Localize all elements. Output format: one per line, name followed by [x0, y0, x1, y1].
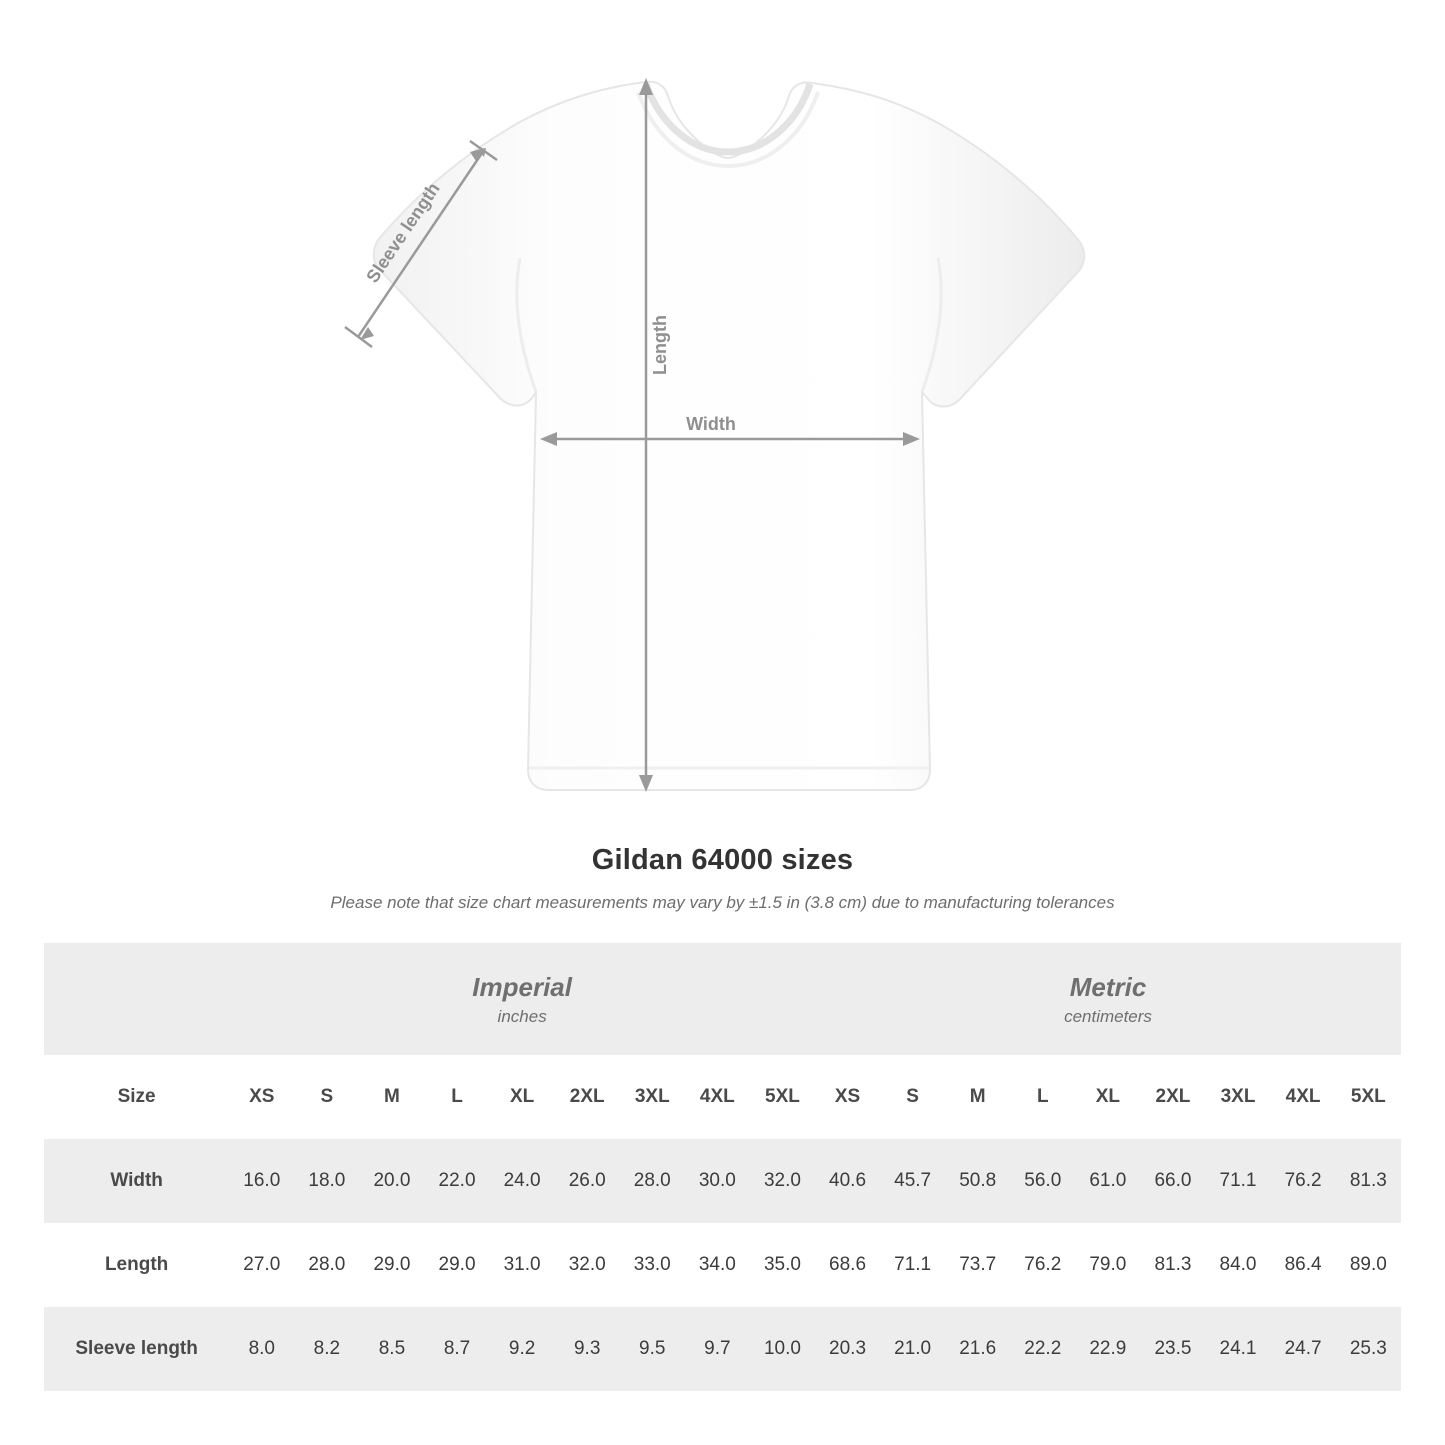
width-col-1: 18.0	[294, 1139, 359, 1223]
length-col-12: 76.2	[1010, 1223, 1075, 1307]
length-col-8: 35.0	[750, 1223, 815, 1307]
unit-imperial-sub: inches	[497, 1007, 547, 1027]
size-table	[44, 943, 1401, 1391]
length-col-6: 33.0	[620, 1223, 685, 1307]
width-col-8: 32.0	[750, 1139, 815, 1223]
width-col-14: 66.0	[1140, 1139, 1205, 1223]
sleeve-col-9: 20.3	[815, 1307, 880, 1391]
size-col-1: S	[294, 1055, 359, 1139]
table-row-sleeve-length	[44, 1307, 1401, 1391]
size-col-9: XS	[815, 1055, 880, 1139]
sleeve-col-3: 8.7	[424, 1307, 489, 1391]
sleeve-col-6: 9.5	[620, 1307, 685, 1391]
page-title: Gildan 64000 sizes	[591, 844, 854, 876]
unit-header-blank	[44, 943, 229, 1055]
sleeve-col-4: 9.2	[490, 1307, 555, 1391]
unit-header-row	[44, 943, 1401, 1055]
length-col-14: 81.3	[1140, 1223, 1205, 1307]
table-row-width	[44, 1139, 1401, 1223]
width-col-17: 81.3	[1336, 1139, 1401, 1223]
size-table-wrapper	[44, 943, 1401, 1391]
length-col-10: 71.1	[880, 1223, 945, 1307]
width-col-15: 71.1	[1205, 1139, 1270, 1223]
width-col-9: 40.6	[815, 1139, 880, 1223]
sleeve-col-7: 9.7	[685, 1307, 750, 1391]
unit-imperial-name: Imperial	[472, 971, 572, 1002]
row-label-width: Width	[44, 1139, 229, 1223]
sleeve-col-5: 9.3	[555, 1307, 620, 1391]
measurement-note: Please note that size chart measurements may vary by ±1.5 in (3.8 cm) due to manufacturing tolerances	[330, 893, 1115, 912]
unit-metric-sub: centimeters	[1064, 1007, 1152, 1027]
length-col-15: 84.0	[1205, 1223, 1270, 1307]
sleeve-col-14: 23.5	[1140, 1307, 1205, 1391]
length-col-9: 68.6	[815, 1223, 880, 1307]
width-col-0: 16.0	[229, 1139, 294, 1223]
sleeve-col-17: 25.3	[1336, 1307, 1401, 1391]
size-col-5: 2XL	[555, 1055, 620, 1139]
sleeve-col-2: 8.5	[359, 1307, 424, 1391]
sleeve-col-15: 24.1	[1205, 1307, 1270, 1391]
sleeve-col-12: 22.2	[1010, 1307, 1075, 1391]
unit-header-imperial	[229, 943, 815, 1055]
size-col-16: 4XL	[1271, 1055, 1336, 1139]
length-col-16: 86.4	[1271, 1223, 1336, 1307]
width-col-3: 22.0	[424, 1139, 489, 1223]
length-col-11: 73.7	[945, 1223, 1010, 1307]
size-col-10: S	[880, 1055, 945, 1139]
row-label-size: Size	[44, 1055, 229, 1139]
size-col-4: XL	[490, 1055, 555, 1139]
size-col-17: 5XL	[1336, 1055, 1401, 1139]
width-col-11: 50.8	[945, 1139, 1010, 1223]
table-row-size	[44, 1055, 1401, 1139]
row-label-length: Length	[44, 1223, 229, 1307]
width-col-6: 28.0	[620, 1139, 685, 1223]
sleeve-col-13: 22.9	[1075, 1307, 1140, 1391]
size-col-6: 3XL	[620, 1055, 685, 1139]
sleeve-col-8: 10.0	[750, 1307, 815, 1391]
width-col-16: 76.2	[1271, 1139, 1336, 1223]
length-col-1: 28.0	[294, 1223, 359, 1307]
length-col-17: 89.0	[1336, 1223, 1401, 1307]
size-col-3: L	[424, 1055, 489, 1139]
width-col-4: 24.0	[490, 1139, 555, 1223]
width-col-12: 56.0	[1010, 1139, 1075, 1223]
unit-metric-name: Metric	[1069, 971, 1147, 1002]
sleeve-col-11: 21.6	[945, 1307, 1010, 1391]
unit-header-metric	[815, 943, 1401, 1055]
sleeve-col-1: 8.2	[294, 1307, 359, 1391]
width-col-7: 30.0	[685, 1139, 750, 1223]
table-row-length	[44, 1223, 1401, 1307]
size-col-14: 2XL	[1140, 1055, 1205, 1139]
size-col-15: 3XL	[1205, 1055, 1270, 1139]
sleeve-col-16: 24.7	[1271, 1307, 1336, 1391]
length-col-5: 32.0	[555, 1223, 620, 1307]
size-col-12: L	[1010, 1055, 1075, 1139]
length-col-0: 27.0	[229, 1223, 294, 1307]
label-sleeve-length: Sleeve length	[362, 178, 444, 287]
label-length: Length	[650, 315, 670, 375]
size-col-0: XS	[229, 1055, 294, 1139]
sleeve-col-0: 8.0	[229, 1307, 294, 1391]
sleeve-col-10: 21.0	[880, 1307, 945, 1391]
size-col-8: 5XL	[750, 1055, 815, 1139]
width-col-13: 61.0	[1075, 1139, 1140, 1223]
length-col-3: 29.0	[424, 1223, 489, 1307]
width-col-2: 20.0	[359, 1139, 424, 1223]
size-col-7: 4XL	[685, 1055, 750, 1139]
length-col-2: 29.0	[359, 1223, 424, 1307]
length-col-4: 31.0	[490, 1223, 555, 1307]
label-width: Width	[686, 414, 736, 434]
size-col-13: XL	[1075, 1055, 1140, 1139]
width-col-5: 26.0	[555, 1139, 620, 1223]
width-col-10: 45.7	[880, 1139, 945, 1223]
size-col-2: M	[359, 1055, 424, 1139]
size-col-11: M	[945, 1055, 1010, 1139]
row-label-sleeve-length: Sleeve length	[44, 1307, 229, 1391]
length-col-13: 79.0	[1075, 1223, 1140, 1307]
length-col-7: 34.0	[685, 1223, 750, 1307]
